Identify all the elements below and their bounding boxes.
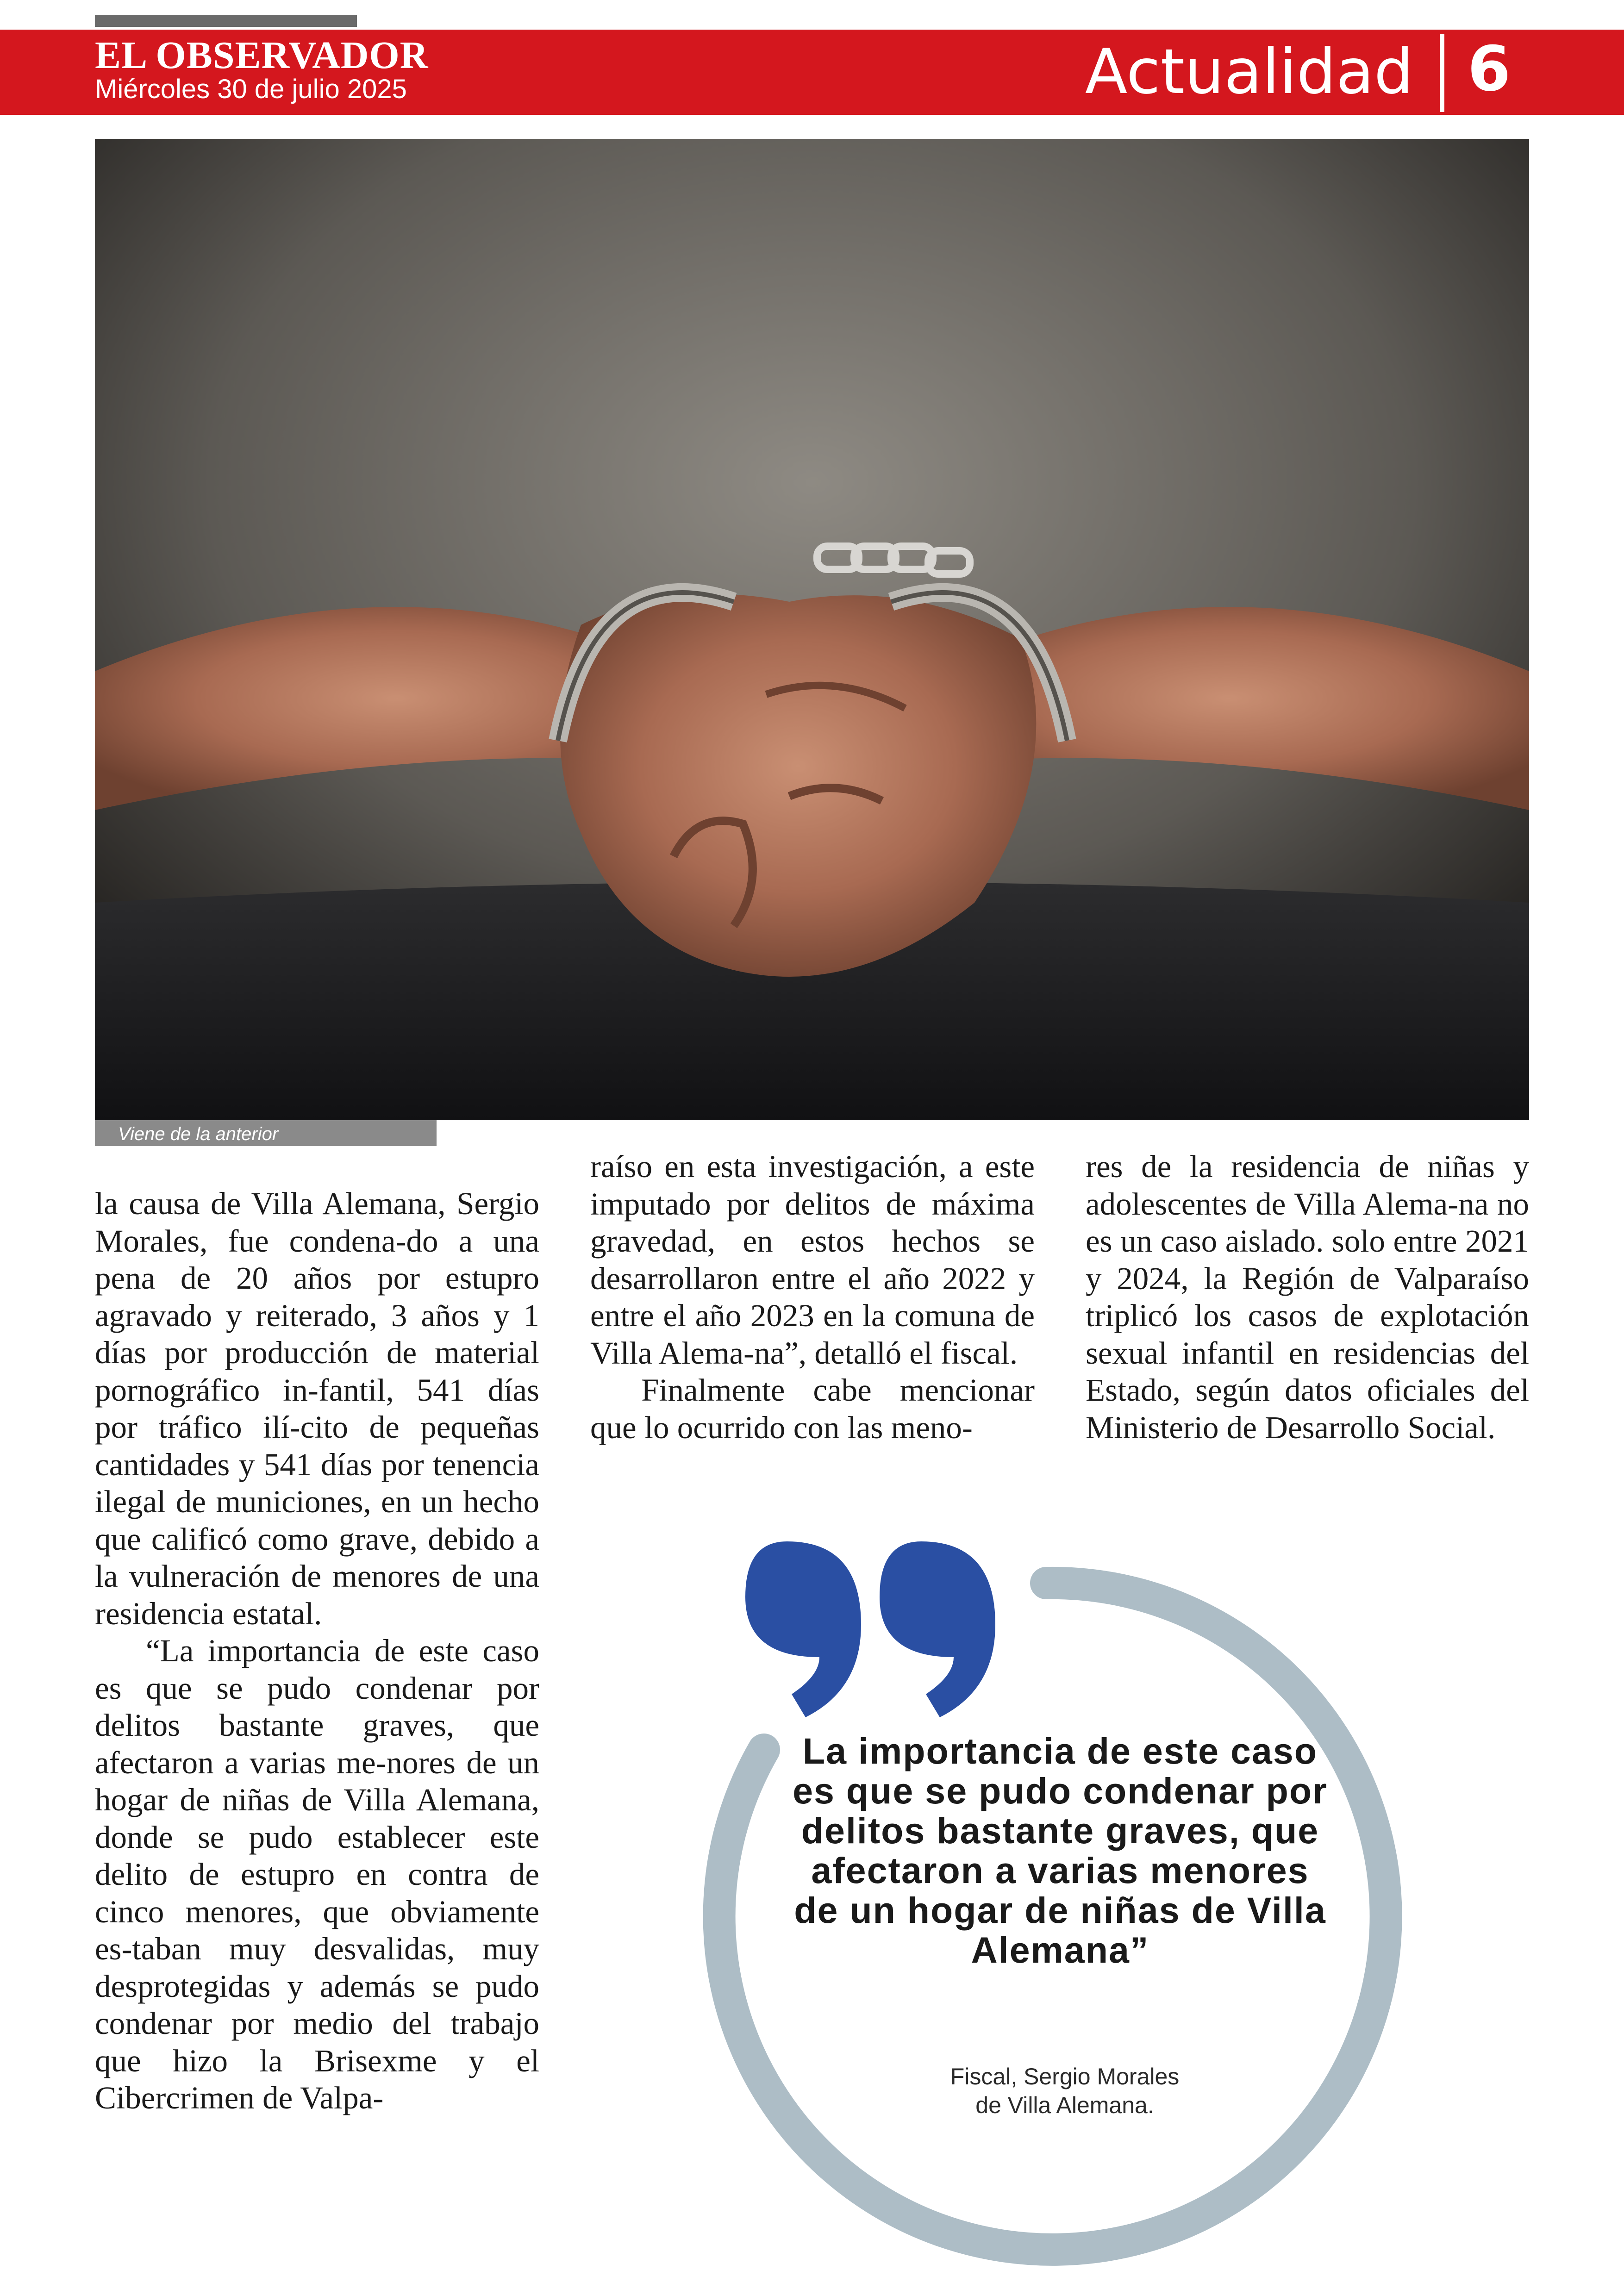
photo-caption-bar: [95, 1120, 437, 1146]
article-paragraph: Finalmente cabe mencionar que lo ocurrido con las meno-: [590, 1372, 1035, 1445]
publication-date: Miércoles 30 de julio 2025: [95, 74, 407, 104]
header-gray-strip: [95, 15, 357, 27]
section-title: Actualidad: [1085, 36, 1413, 108]
attribution-line: Fiscal, Sergio Morales: [950, 2064, 1180, 2089]
article-paragraph: raíso en esta investigación, a este imputado por delitos de máxima gravedad, en estos hechos se desarrollaron entre el año 2022 y entre el año 2023 en la comuna de Villa Alema-na”, detalló el fiscal.: [590, 1149, 1035, 1371]
pull-quote-attribution: [856, 2062, 1273, 2120]
pull-quote-text: La importancia de este caso es que se pudo condenar por delitos bastante graves, que afectaron a varias menores de un hogar de niñas de Villa Alemana”: [793, 1730, 1328, 1971]
open-quote-icon: [745, 1541, 995, 1717]
article-column-3: [1086, 1148, 1529, 1446]
page-number: 6: [1468, 33, 1511, 105]
section-divider: [1440, 34, 1444, 112]
article-paragraph: la causa de Villa Alemana, Sergio Morales, fue condena-do a una pena de 20 años por estupro agravado y reiterado, 3 años y 1 días por producción de material pornográfico in-fantil, 541 días por tráfico ilí-cito de pequeñas cantidades y 541 días por tenencia ilegal de municiones, en un hecho que calificó como grave, debido a la vulneración de menores de una residencia estatal.: [95, 1186, 539, 1631]
article-paragraph: “La importancia de este caso es que se pudo condenar por delitos bastante graves, que afectaron a varias me-nores de un hogar de niñas de Villa Alemana, donde se pudo establecer este delito de estupro en contra de cinco menores, que obviamente es-taban muy desvalidas, muy desprotegidas y además se pudo condenar por medio del trabajo que hizo la Brisexme y el Cibercrimen de Valpa-: [95, 1633, 539, 2115]
article-column-2: [590, 1148, 1035, 1446]
handcuffed-hands-photo: [95, 139, 1529, 1120]
photo-caption: Viene de la anterior: [118, 1124, 279, 1144]
attribution-line: de Villa Alemana.: [975, 2092, 1154, 2118]
article-column-1: [95, 1185, 539, 2117]
article-paragraph: res de la residencia de niñas y adolescentes de Villa Alema-na no es un caso aislado. solo entre 2021 y 2024, la Región de Valparaíso triplicó los casos de explotación sexual infantil en residencias del Estado, según datos oficiales del Ministerio de Desarrollo Social.: [1086, 1149, 1529, 1445]
masthead: EL OBSERVADOR: [95, 34, 429, 77]
